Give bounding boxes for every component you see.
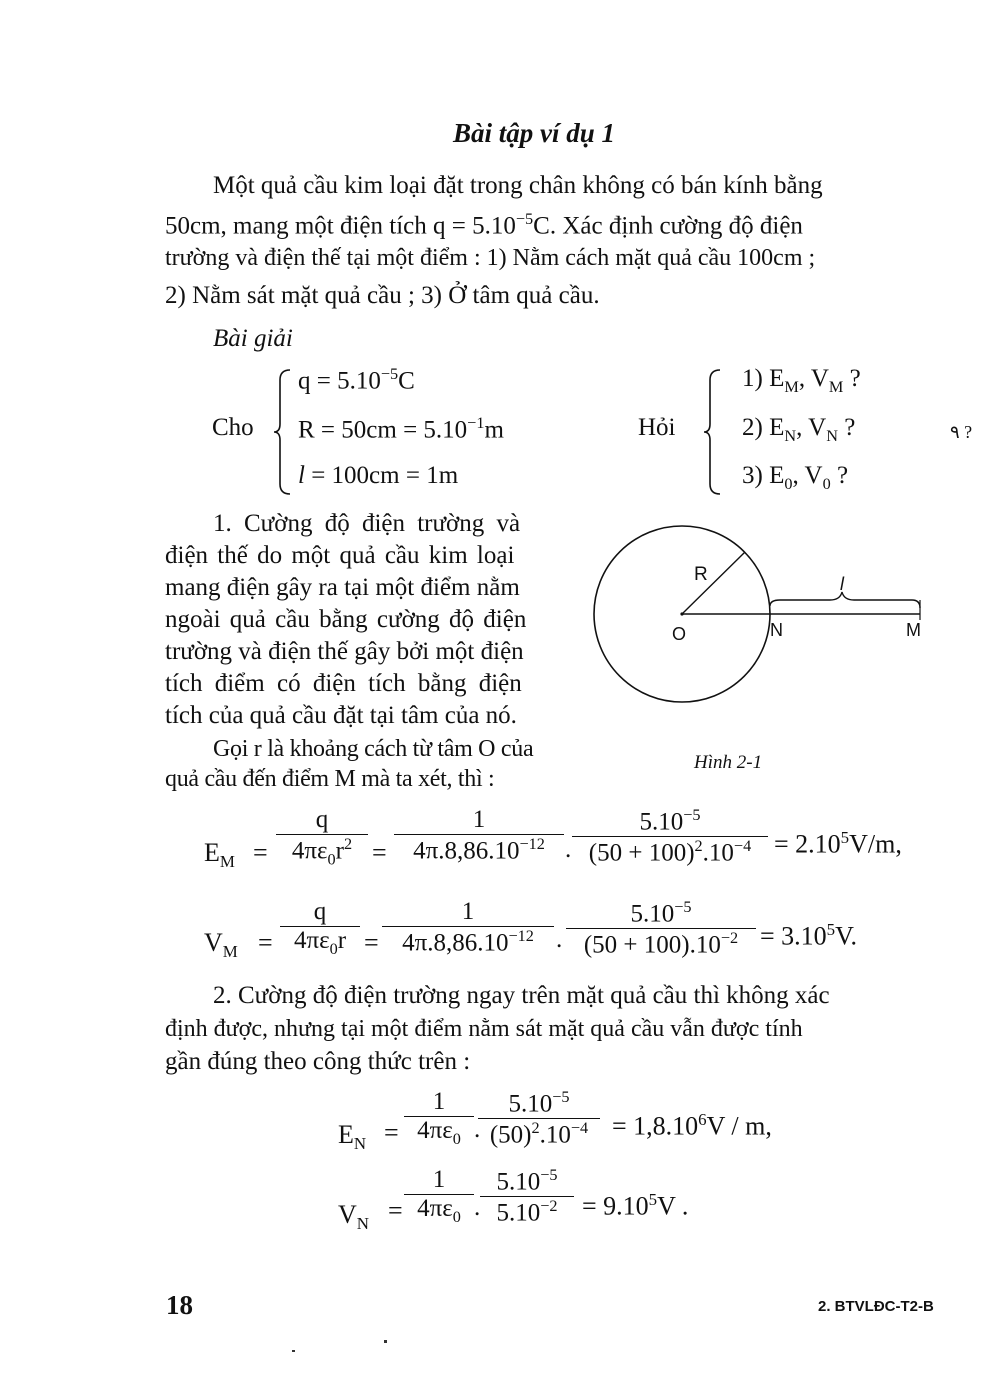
- eq-VM-frac-3: $\frac{5.10^{-5}}{(50 + 100).10^{-2}}$: [566, 898, 756, 960]
- eq-EN-frac-2: $\frac{5.10^{-5}}{(50)^2.10^{-4}}$: [478, 1088, 600, 1150]
- eq-VN-lhs: $V_N$: [338, 1200, 369, 1234]
- asked-item-2: 2) $E_N$, $V_N$ ?: [742, 414, 856, 445]
- eq-EN-dot: .: [474, 1116, 481, 1143]
- part1-r-line-1: Gọi r là khoảng cách từ tâm O của: [213, 736, 534, 762]
- label-O: O: [672, 624, 687, 644]
- problem-line-2: 50cm, mang một điện tích $q = 5.10^{-5}C$. Xác định cường độ điện: [165, 210, 803, 240]
- part1-line-4: ngoài quả cầu bằng cường độ điện: [165, 606, 527, 633]
- eq-EM-frac-1: $\frac{q}{4\pi\varepsilon_0r^2}$: [276, 806, 368, 869]
- figure-caption: Hình 2-1: [694, 752, 763, 773]
- eq-EN-result: = $1,8.10^6V$ / m,: [612, 1110, 772, 1141]
- part2-line-1: 2. Cường độ điện trường ngay trên mặt quả cầu thì không xác: [213, 982, 830, 1009]
- given-q: $q = 5.10^{-5}C$: [298, 365, 415, 395]
- eq-EM-lhs: $E_M$: [204, 838, 235, 872]
- eq-EM-result: = $2.10^5V/m$,: [774, 828, 902, 859]
- distance-brace: [770, 592, 920, 608]
- asked-item-3: 3) $E_0$, $V_0$ ?: [742, 462, 849, 493]
- given-l: l = 100cm = 1m: [298, 462, 459, 489]
- label-M: M: [906, 620, 921, 640]
- part2-line-2: định được, nhưng tại một điểm nằm sát mặt quả cầu vẫn được tính: [165, 1016, 803, 1042]
- label-R: R: [694, 564, 708, 585]
- eq-EM-frac-2: $\frac{1}{4\pi.8,86.10^{-12}}$: [394, 806, 564, 865]
- eq-VM-eq2: =: [364, 928, 379, 957]
- eq-VM-result: = $3.10^5V$.: [760, 920, 858, 951]
- solution-label: Bài giải: [213, 325, 293, 352]
- eq-EN-eq1: =: [384, 1118, 399, 1147]
- asked-label: Hỏi: [638, 414, 676, 441]
- eq-EN-frac-1: $\frac{1}{4\pi\varepsilon_0}$: [404, 1088, 474, 1149]
- part1-line-7: tích của quả cầu đặt tại tâm của nó.: [165, 702, 517, 729]
- eq-VN-eq1: =: [388, 1196, 403, 1225]
- radius-line: [682, 552, 745, 614]
- eq-VN-dot: .: [474, 1194, 481, 1221]
- label-N: N: [770, 620, 783, 640]
- problem-line-3: trường và điện thế tại một điểm : 1) Nằm cách mặt quả cầu 100cm ;: [165, 245, 816, 271]
- problem-line-1: Một quả cầu kim loại đặt trong chân không có bán kính bằng: [213, 172, 823, 199]
- eq-EM-frac-3: $\frac{5.10^{-5}}{(50 + 100)^2.10^{-4}}$: [572, 806, 768, 868]
- eq-VN-frac-1: $\frac{1}{4\pi\varepsilon_0}$: [404, 1166, 474, 1227]
- part1-line-5: trường và điện thế gây bởi một điện: [165, 638, 524, 665]
- asked-item-1: 1) $E_M$, $V_M$ ?: [742, 365, 861, 396]
- page-number: 18: [166, 1290, 193, 1320]
- part2-line-3: gần đúng theo công thức trên :: [165, 1048, 471, 1075]
- eq-EM-dot: .: [565, 836, 572, 863]
- part1-line-1: 1. Cường độ điện trường và: [213, 510, 521, 537]
- eq-VM-dot: .: [556, 926, 563, 953]
- eq-VM-frac-2: $\frac{1}{4\pi.8,86.10^{-12}}$: [382, 898, 554, 957]
- eq-EM-eq1: =: [253, 838, 268, 867]
- eq-EN-lhs: $E_N$: [338, 1120, 367, 1154]
- eq-VM-lhs: $V_M$: [204, 928, 238, 962]
- scan-speck: [292, 1350, 295, 1352]
- problem-line-4: 2) Nằm sát mặt quả cầu ; 3) Ở tâm quả cầu.: [165, 282, 600, 309]
- part1-line-3: mang điện gây ra tại một điểm nằm: [165, 574, 520, 601]
- margin-mark: ۹ ?: [950, 422, 973, 442]
- given-R: $R = 50cm = 5.10^{-1}m$: [298, 414, 504, 444]
- page-title: Bài tập ví dụ 1: [453, 118, 616, 148]
- part1-line-6: tích điểm có điện tích bằng điện: [165, 670, 522, 697]
- eq-VM-frac-1: $\frac{q}{4\pi\varepsilon_0r}$: [280, 898, 360, 959]
- figure-sphere-diagram: [590, 522, 935, 717]
- part1-line-2: điện thế do một quả cầu kim loại: [165, 542, 515, 569]
- asked-brace: [702, 368, 724, 496]
- eq-VN-result: = $9.10^5V$ .: [582, 1190, 689, 1221]
- eq-VN-frac-2: $\frac{5.10^{-5}}{5.10^{-2}}$: [480, 1166, 574, 1228]
- given-label: Cho: [212, 414, 254, 441]
- label-l: l: [840, 574, 844, 594]
- part1-r-line-2: quả cầu đến điểm M mà ta xét, thì :: [165, 766, 495, 792]
- scan-speck: [384, 1340, 387, 1343]
- book-code: 2. BTVLĐC-T2-B: [818, 1298, 934, 1315]
- eq-VM-eq1: =: [258, 928, 273, 957]
- eq-EM-eq2: =: [372, 838, 387, 867]
- given-brace: [272, 368, 294, 496]
